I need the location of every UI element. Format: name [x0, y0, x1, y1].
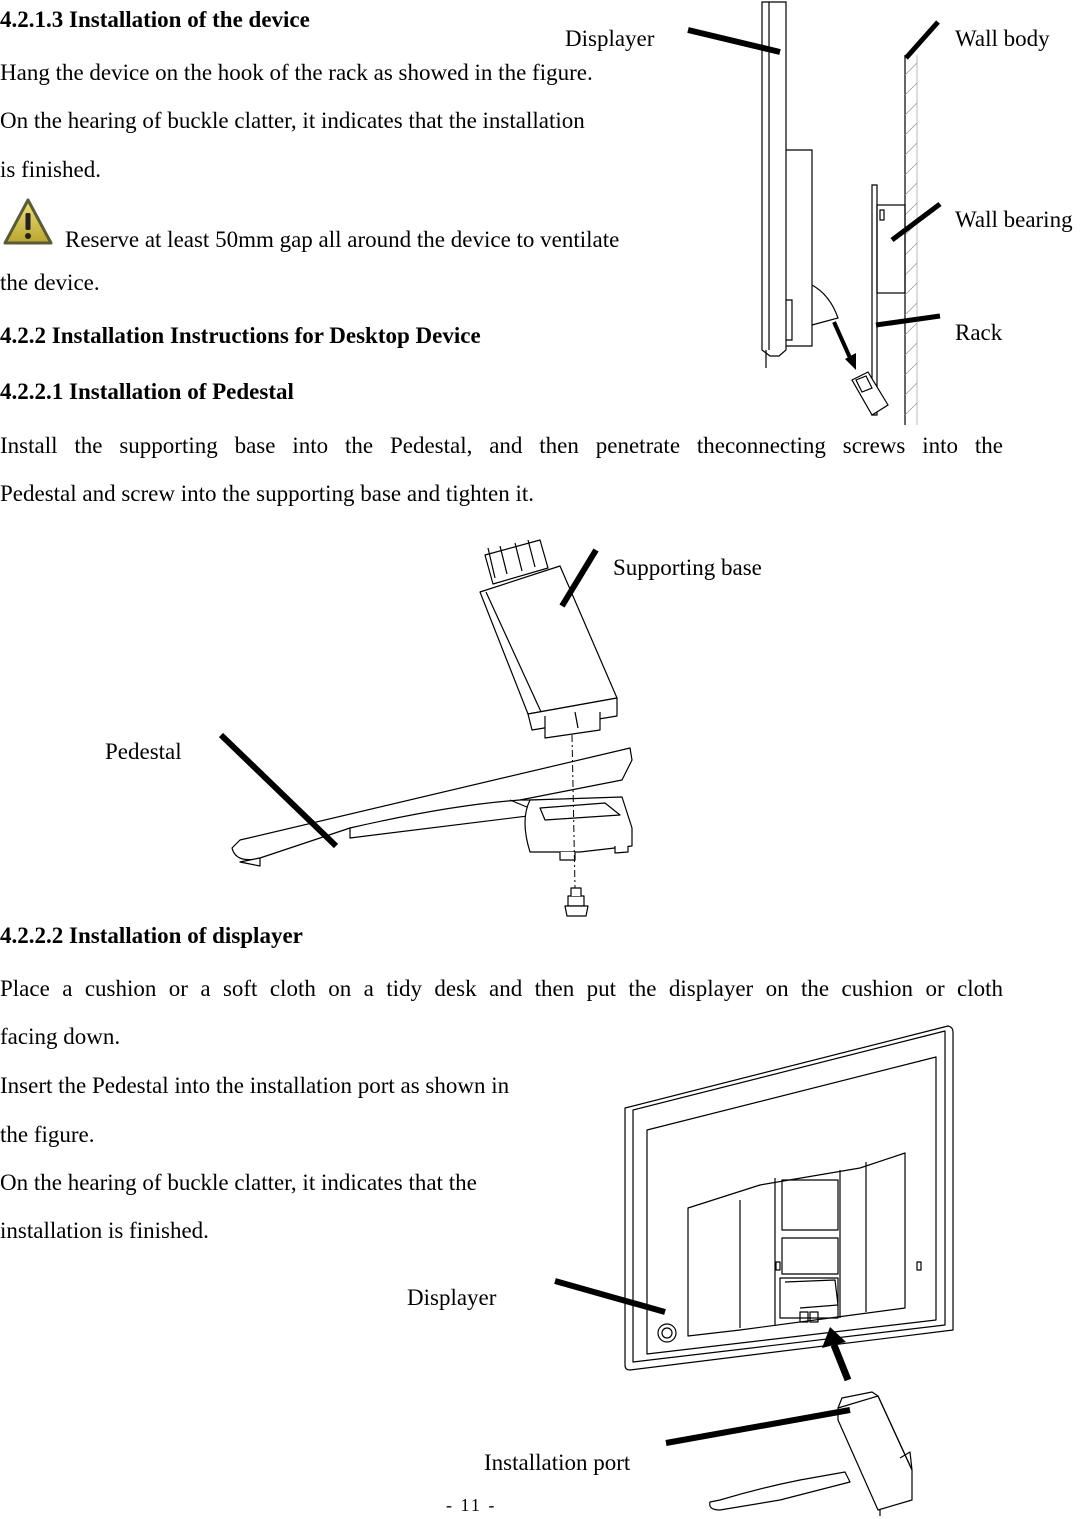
paragraph-line: On the hearing of buckle clatter, it indicates that the [0, 1170, 477, 1195]
label-pedestal: Pedestal [105, 739, 182, 764]
section-heading-4-2-2-2: 4.2.2.2 Installation of displayer [0, 923, 303, 948]
label-displayer: Displayer [565, 26, 655, 51]
warning-text-continued: the device. [0, 270, 100, 295]
paragraph-line: Pedestal and screw into the supporting base and tighten it. [0, 481, 534, 506]
paragraph-line: Insert the Pedestal into the installation port as shown in [0, 1073, 510, 1098]
paragraph-line: facing down. [0, 1024, 121, 1049]
section-heading-4-2-2: 4.2.2 Installation Instructions for Desktop Device [0, 323, 481, 348]
label-wall-body: Wall body [955, 26, 1050, 51]
label-installation-port: Installation port [484, 1450, 631, 1475]
paragraph-line: the figure. [0, 1122, 95, 1147]
warning-text: Reserve at least 50mm gap all around the device to ventilate [65, 227, 620, 252]
paragraph-line: Place a cushion or a soft cloth on a tidy desk and then put the displayer on the cushion or cloth [0, 976, 1003, 1001]
section-heading-4-2-2-1: 4.2.2.1 Installation of Pedestal [0, 379, 294, 404]
label-rack: Rack [955, 320, 1003, 345]
paragraph-line: On the hearing of buckle clatter, it indicates that the installation [0, 108, 585, 133]
paragraph-line: Install the supporting base into the Pedestal, and then penetrate theconnecting screws into the [0, 433, 1003, 458]
label-wall-bearing: Wall bearing [955, 207, 1073, 232]
paragraph-line: installation is finished. [0, 1218, 209, 1243]
label-displayer-2: Displayer [407, 1285, 497, 1310]
paragraph-line: is finished. [0, 157, 101, 182]
page-number: - 11 - [446, 1495, 497, 1515]
paragraph-line: Hang the device on the hook of the rack as showed in the figure. [0, 60, 593, 85]
section-heading-4-2-1-3: 4.2.1.3 Installation of the device [0, 7, 310, 32]
label-supporting-base: Supporting base [613, 555, 762, 580]
